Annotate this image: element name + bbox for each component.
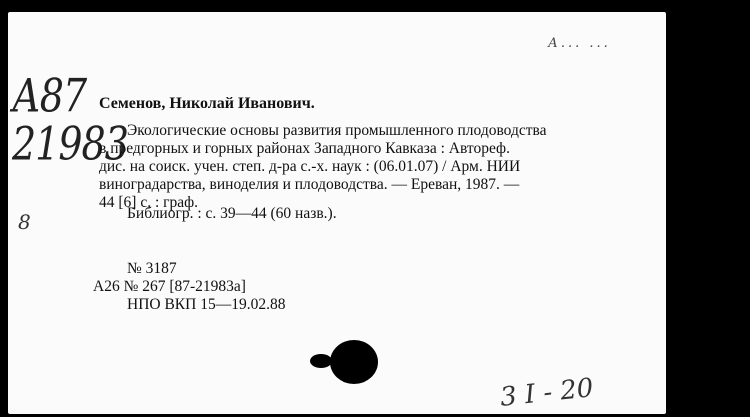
card-number: № 3187 — [127, 260, 177, 277]
library-code-line2: 21983 — [12, 117, 128, 171]
description-line: дис. на соиск. учен. степ. д-ра с.-х. наук : (06.01.07) / Арм. НИИ — [99, 158, 521, 175]
description-line: в предгорных и горных районах Западного Кавказа : Автореф. — [99, 140, 510, 157]
description-line: виноградарства, виноделия и плодоводства. — Ереван, 1987. — — [99, 176, 520, 193]
handwritten-top-note: А... ... — [548, 36, 611, 51]
bibliography-note: Библиогр. : с. 39—44 (60 назв.). — [127, 205, 337, 222]
registration-line: НПО ВКП 15—19.02.88 — [127, 296, 286, 313]
handwritten-bottom-note: 3 I - 20 — [498, 373, 595, 413]
hole-punch-mark — [330, 340, 378, 384]
description-line: Экологические основы развития промышленного плодоводства — [127, 122, 547, 139]
library-code-line1: А87 — [12, 69, 87, 123]
background-edge — [666, 60, 750, 417]
catalog-number: А26 № 267 [87-21983а] — [93, 278, 246, 295]
description-line: 44 [6] с. : граф. — [99, 194, 199, 211]
card-author: Семенов, Николай Иванович. — [99, 95, 315, 112]
handwritten-small-mark: 8 — [18, 210, 31, 234]
